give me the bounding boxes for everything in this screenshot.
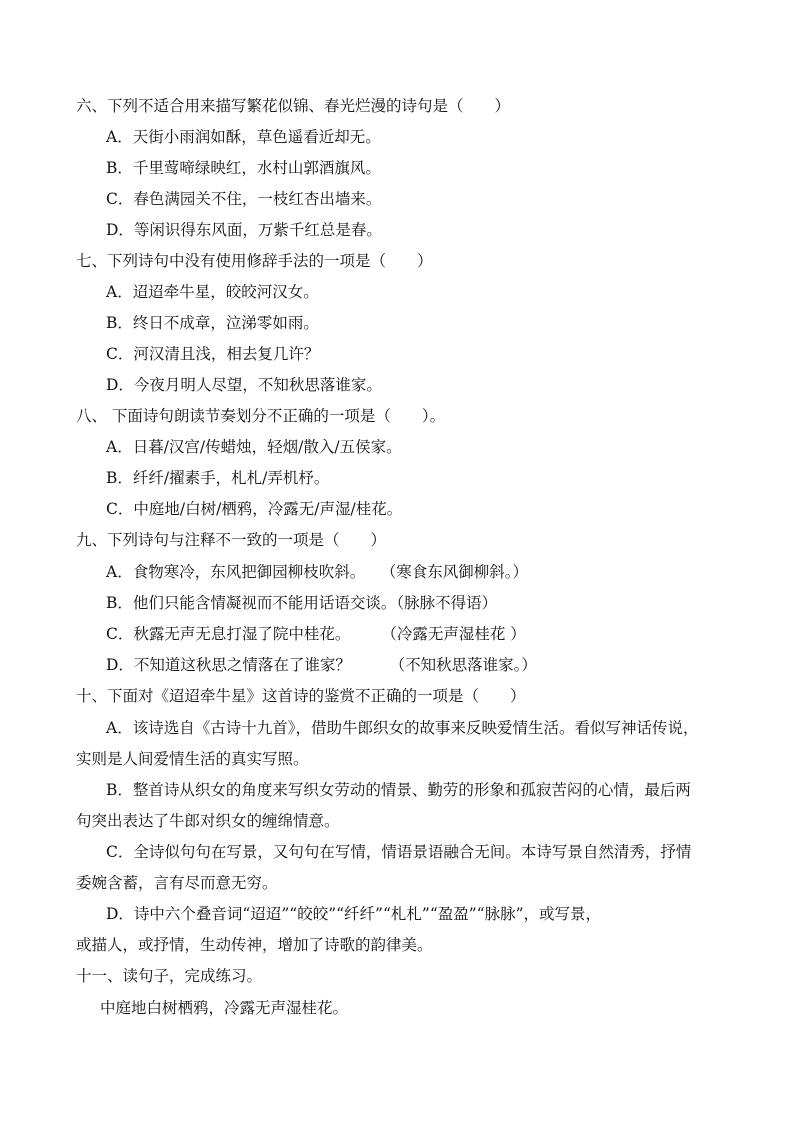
question-6-stem: 六、下列不适合用来描写繁花似锦、春光烂漫的诗句是（ ） bbox=[76, 97, 511, 115]
question-10-option-d-line1: D．诗中六个叠音词“迢迢”“皎皎”“纤纤”“札札”“盈盈”“脉脉”，或写景， bbox=[106, 905, 602, 923]
question-10-option-a-line1: A．该诗选自《古诗十九首》，借助牛郎织女的故事来反映爱情生活。看似写神话传说， bbox=[106, 719, 699, 737]
question-11-sentence: 中庭地白树栖鸦，冷露无声湿桂花。 bbox=[100, 999, 349, 1017]
question-7-option-a: A．迢迢牵牛星，皎皎河汉女。 bbox=[106, 283, 319, 301]
question-8-option-c: C．中庭地/白树/栖鸦，冷露无/声湿/桂花。 bbox=[106, 500, 403, 518]
question-10-stem: 十、下面对《迢迢牵牛星》这首诗的鉴赏不正确的一项是（ ） bbox=[76, 687, 526, 705]
question-10-option-c-line1: C．全诗似句句在写景，又句句在写情，情语景语融合无间。本诗写景自然清秀，抒情 bbox=[106, 843, 692, 861]
question-7-option-b: B．终日不成章，泣涕零如雨。 bbox=[106, 314, 319, 332]
question-10-option-d-line2: 或描人，或抒情，生动传神，增加了诗歌的韵律美。 bbox=[76, 936, 433, 954]
question-9-option-a: A．食物寒冷，东风把御园柳枝吹斜。 （寒食东风御柳斜。） bbox=[106, 563, 528, 581]
question-7-stem: 七、下列诗句中没有使用修辞手法的一项是（ ） bbox=[76, 252, 433, 270]
question-8-option-b: B．纤纤/擢素手，札札/弄机杼。 bbox=[106, 469, 330, 487]
question-6-option-c: C．春色满园关不住，一枝红杏出墙来。 bbox=[106, 190, 382, 208]
question-10-option-b-line2: 句突出表达了牛郎对织女的缠绵情意。 bbox=[76, 812, 340, 830]
question-9-option-d: D．不知道这秋思之情落在了谁家？ （不知秋思落谁家。） bbox=[106, 656, 537, 674]
question-10-option-a-line2: 实则是人间爱情生活的真实写照。 bbox=[76, 750, 309, 768]
question-9-stem: 九、下列诗句与注释不一致的一项是（ ） bbox=[76, 531, 387, 549]
question-6-option-a: A．天街小雨润如酥，草色遥看近却无。 bbox=[106, 128, 381, 146]
question-11-stem: 十一、读句子，完成练习。 bbox=[76, 967, 263, 985]
question-10-option-b-line1: B．整首诗从织女的角度来写织女劳动的情景、勤劳的形象和孤寂苦闷的心情，最后两 bbox=[106, 781, 691, 799]
question-8-option-a: A．日暮/汉宫/传蜡烛，轻烟/散入/五侯家。 bbox=[106, 438, 402, 456]
question-8-stem: 八、 下面诗句朗读节奏划分不正确的一项是（ ）。 bbox=[76, 407, 446, 425]
question-6-option-b: B．千里莺啼绿映红，水村山郭酒旗风。 bbox=[106, 159, 381, 177]
question-7-option-c: C．河汉清且浅，相去复几许？ bbox=[106, 345, 320, 363]
question-9-option-b: B．他们只能含情凝视而不能用话语交谈。（脉脉不得语） bbox=[106, 594, 498, 612]
question-10-option-c-line2: 委婉含蓄，言有尽而意无穷。 bbox=[76, 874, 278, 892]
question-7-option-d: D．今夜月明人尽望，不知秋思落谁家。 bbox=[106, 376, 382, 394]
question-9-option-c: C．秋露无声无息打湿了院中桂花。 （冷露无声湿桂花 ） bbox=[106, 625, 526, 643]
question-6-option-d: D．等闲识得东风面，万紫千红总是春。 bbox=[106, 221, 382, 239]
